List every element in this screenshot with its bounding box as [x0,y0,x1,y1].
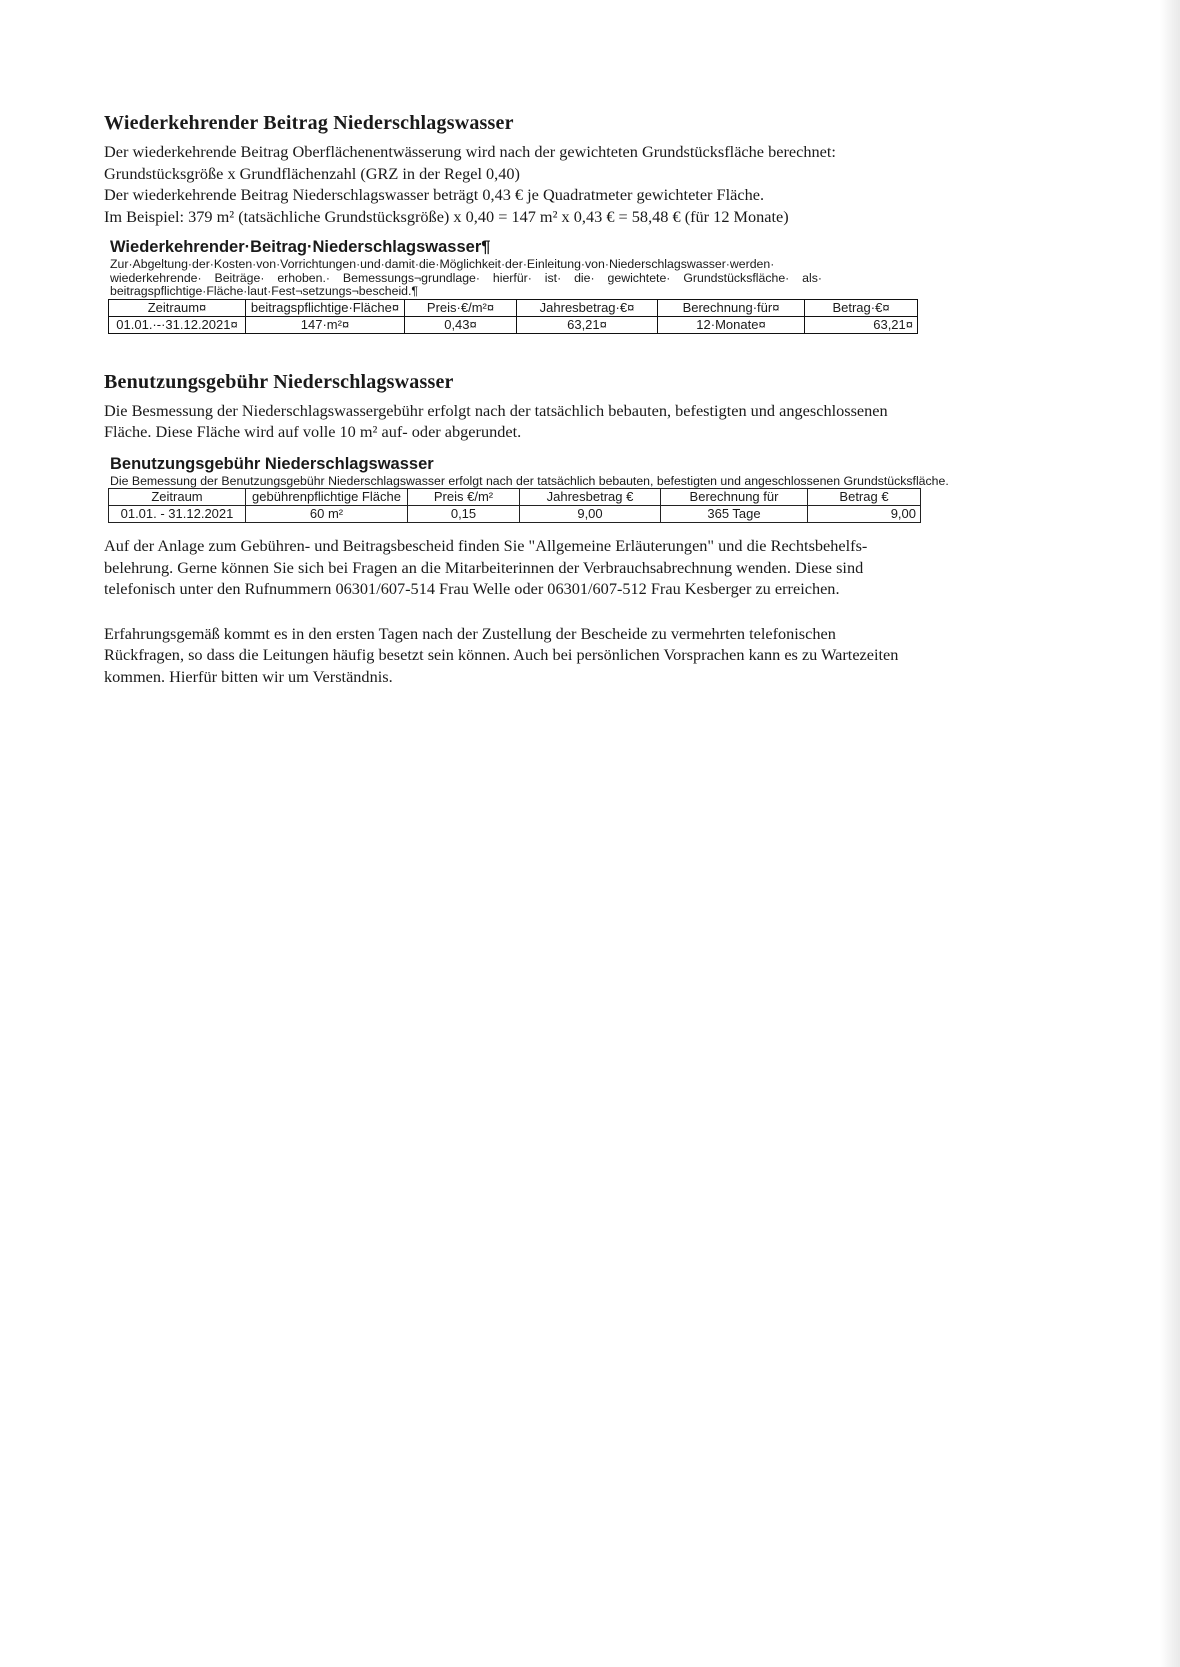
section2-line: Die Besmessung der Niederschlagswassergebühr erfolgt nach der tatsächlich bebauten, befestigten und angeschlossenen [104,400,888,420]
table-cell: 60 m² [246,506,408,523]
table-header-cell: Betrag·€¤ [805,299,918,316]
section1-line: Der wiederkehrende Beitrag Oberflächenentwässerung wird nach der gewichteten Grundstücksfläche berechnet: [104,142,836,161]
closing1-line: Auf der Anlage zum Gebühren- und Beitragsbescheid finden Sie "Allgemeine Erläuterungen" und die Rechtsbehelfs- [104,536,868,555]
table-header-cell: Zeitraum¤ [109,299,246,316]
section2-excerpt [110,455,1024,524]
excerpt2-title: Benutzungsgebühr Niederschlagswasser [110,454,434,473]
table-header-cell: Preis·€/m²¤ [405,299,517,316]
section1-line: Der wiederkehrende Beitrag Niederschlagswasser beträgt 0,43 € je Quadratmeter gewichteter Fläche. [104,185,765,204]
closing2-line: Rückfragen, so dass die Leitungen häufig besetzt sein können. Auch bei persönlichen Vorsprachen kann es zu Wartezeiten [104,645,899,664]
closing2-line: Erfahrungsgemäß kommt es in den ersten Tagen nach der Zustellung der Bescheide zu vermehrten telefonischen [104,623,836,643]
table-cell: 12·Monate¤ [658,316,805,333]
table-cell: 0,15 [408,506,520,523]
table-cell: 9,00 [520,506,661,523]
table-header-cell: Berechnung für [661,489,808,506]
table-header-cell: beitragspflichtige·Fläche¤ [246,299,405,316]
table-cell: 63,21¤ [805,316,918,333]
excerpt2-text: Die Bemessung der Benutzungsgebühr Niederschlagswasser erfolgt nach der tatsächlich bebauten, befestigten und angeschlossenen Grundstücksfläche. [110,473,949,488]
table-header-row [109,299,918,316]
closing1-line: belehrung. Gerne können Sie sich bei Fragen an die Mitarbeiterinnen der Verbrauchsabrechnung wenden. Diese sind [104,557,864,577]
table-cell: 01.01. - 31.12.2021 [109,506,246,523]
table-header-cell: Betrag € [808,489,921,506]
closing-paragraph-2 [104,623,1024,688]
excerpt2-table [108,488,921,523]
table-cell: 365 Tage [661,506,808,523]
section1-line: Grundstücksgröße x Grundflächenzahl (GRZ in der Regel 0,40) [104,163,520,183]
section2-heading: Benutzungsgebühr Niederschlagswasser [104,370,454,393]
table-cell: 01.01.·-·31.12.2021¤ [109,316,246,333]
table-row [109,506,921,523]
excerpt1-table [108,299,918,334]
section1-paragraph [104,141,1024,227]
table-row [109,316,918,333]
scan-page-edge [1160,0,1180,1667]
document-page [104,112,1024,687]
excerpt1-text: Zur·Abgeltung·der·Kosten·von·Vorrichtungen·und·damit·die·Möglichkeit·der·Einleitung·von·Niederschlagswasser·werden· wiederkehrende· Beiträge· erhoben.· Bemessungs¬grundlage· hierfür· ist· die· gewichtete· Grundstücksfläche· als· beitragspflichtige·Fläche·laut·Fest¬setzungs¬bescheid.¶ [110,257,822,298]
table-cell: 0,43¤ [405,316,517,333]
table-header-cell: gebührenpflichtige Fläche [246,489,408,506]
table-cell: 63,21¤ [517,316,658,333]
section2-line: Fläche. Diese Fläche wird auf volle 10 m² auf- oder abgerundet. [104,422,522,441]
table-header-row [109,489,921,506]
section1-heading: Wiederkehrender Beitrag Niederschlagswasser [104,112,514,134]
table-header-cell: Jahresbetrag·€¤ [517,299,658,316]
section2-paragraph [104,400,1024,443]
closing1-line: telefonisch unter den Rufnummern 06301/607-514 Frau Welle oder 06301/607-512 Frau Kesberger zu erreichen. [104,579,840,598]
section1-line: Im Beispiel: 379 m² (tatsächliche Grundstücksgröße) x 0,40 = 147 m² x 0,43 € = 58,48 € (für 12 Monate) [104,206,789,226]
table-cell: 147·m²¤ [246,316,405,333]
closing-paragraph-1 [104,535,1024,600]
table-header-cell: Preis €/m² [408,489,520,506]
closing2-line: kommen. Hierfür bitten wir um Verständnis. [104,666,393,686]
table-cell: 9,00 [808,506,921,523]
table-header-cell: Jahresbetrag € [520,489,661,506]
excerpt1-title: Wiederkehrender·Beitrag·Niederschlagswasser¶ [110,238,491,256]
table-header-cell: Zeitraum [109,489,246,506]
table-header-cell: Berechnung·für¤ [658,299,805,316]
section1-excerpt [110,238,1024,334]
